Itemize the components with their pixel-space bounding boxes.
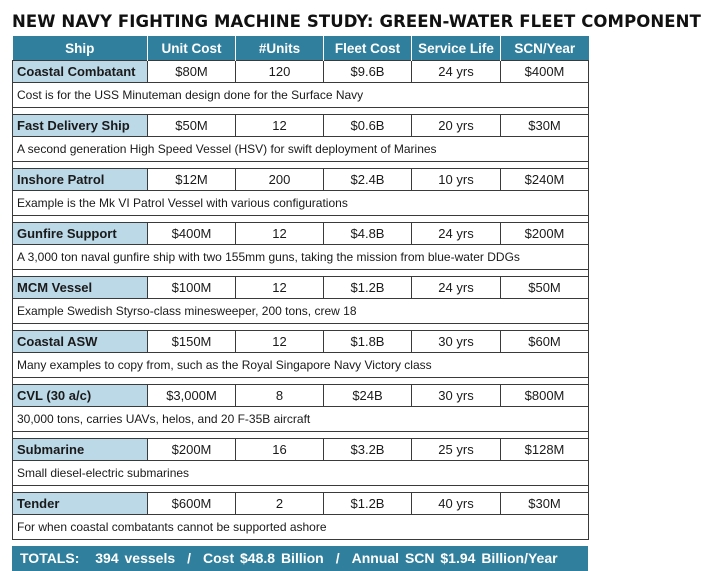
table-row (13, 223, 589, 245)
ship-note: A second generation High Speed Vessel (HSV) for swift deployment of Marines (13, 137, 589, 162)
fleet-cost-cell: $24B (324, 385, 412, 407)
unit-cost-cell: $400M (148, 223, 236, 245)
unit-cost-cell: $80M (148, 61, 236, 83)
fleet-cost-cell: $1.8B (324, 331, 412, 353)
units-cell: 16 (236, 439, 324, 461)
fleet-cost-cell: $0.6B (324, 115, 412, 137)
table-row (13, 385, 589, 407)
row-spacer (13, 486, 589, 493)
ship-name-cell: CVL (30 a/c) (13, 385, 148, 407)
service-life-cell: 20 yrs (412, 115, 501, 137)
row-spacer (13, 270, 589, 277)
column-header-service-life: Service Life (412, 36, 501, 61)
row-spacer-cell (13, 216, 589, 223)
ship-name-cell: Inshore Patrol (13, 169, 148, 191)
column-header-unit-cost: Unit Cost (148, 36, 236, 61)
totals-vessels: 394 vessels (95, 550, 176, 566)
table-header-row (13, 36, 589, 61)
units-cell: 200 (236, 169, 324, 191)
service-life-cell: 40 yrs (412, 493, 501, 515)
row-spacer (13, 432, 589, 439)
units-cell: 12 (236, 223, 324, 245)
table-row (13, 61, 589, 83)
row-spacer-cell (13, 324, 589, 331)
row-spacer (13, 378, 589, 385)
row-spacer (13, 216, 589, 223)
table-note-row (13, 515, 589, 540)
service-life-cell: 10 yrs (412, 169, 501, 191)
fleet-study-figure (12, 8, 701, 571)
units-cell: 12 (236, 331, 324, 353)
fleet-table (12, 36, 589, 540)
page-title: NEW NAVY FIGHTING MACHINE STUDY: GREEN-WATER FLEET COMPONENT (12, 12, 701, 31)
table-row (13, 331, 589, 353)
column-header-fleet-cost: Fleet Cost (324, 36, 412, 61)
ship-name-cell: Submarine (13, 439, 148, 461)
table-row (13, 169, 589, 191)
ship-name-cell: Coastal Combatant (13, 61, 148, 83)
totals-cost: Cost $48.8 Billion (203, 550, 324, 566)
totals-bar (12, 546, 588, 571)
unit-cost-cell: $100M (148, 277, 236, 299)
ship-name-cell: MCM Vessel (13, 277, 148, 299)
scn-year-cell: $50M (501, 277, 589, 299)
ship-note: Cost is for the USS Minuteman design done for the Surface Navy (13, 83, 589, 108)
row-spacer-cell (13, 108, 589, 115)
ship-name-cell: Coastal ASW (13, 331, 148, 353)
scn-year-cell: $400M (501, 61, 589, 83)
units-cell: 120 (236, 61, 324, 83)
ship-note: 30,000 tons, carries UAVs, helos, and 20 F-35B aircraft (13, 407, 589, 432)
ship-note: Example Swedish Styrso-class minesweeper, 200 tons, crew 18 (13, 299, 589, 324)
totals-separator: / (187, 550, 192, 566)
ship-name-cell: Tender (13, 493, 148, 515)
scn-year-cell: $128M (501, 439, 589, 461)
service-life-cell: 24 yrs (412, 61, 501, 83)
column-header-ship: Ship (13, 36, 148, 61)
totals-separator: / (335, 550, 340, 566)
units-cell: 12 (236, 115, 324, 137)
unit-cost-cell: $600M (148, 493, 236, 515)
unit-cost-cell: $50M (148, 115, 236, 137)
ship-note: Small diesel-electric submarines (13, 461, 589, 486)
ship-note: Example is the Mk VI Patrol Vessel with various configurations (13, 191, 589, 216)
table-row (13, 439, 589, 461)
row-spacer-cell (13, 486, 589, 493)
ship-name-cell: Fast Delivery Ship (13, 115, 148, 137)
unit-cost-cell: $200M (148, 439, 236, 461)
row-spacer-cell (13, 162, 589, 169)
unit-cost-cell: $3,000M (148, 385, 236, 407)
row-spacer-cell (13, 432, 589, 439)
service-life-cell: 30 yrs (412, 385, 501, 407)
table-note-row (13, 83, 589, 108)
ship-name-cell: Gunfire Support (13, 223, 148, 245)
row-spacer (13, 324, 589, 331)
row-spacer (13, 162, 589, 169)
fleet-cost-cell: $1.2B (324, 277, 412, 299)
scn-year-cell: $30M (501, 115, 589, 137)
scn-year-cell: $200M (501, 223, 589, 245)
fleet-cost-cell: $2.4B (324, 169, 412, 191)
table-row (13, 493, 589, 515)
ship-note: For when coastal combatants cannot be supported ashore (13, 515, 589, 540)
table-note-row (13, 407, 589, 432)
ship-note: A 3,000 ton naval gunfire ship with two 155mm guns, taking the mission from blue-water DDGs (13, 245, 589, 270)
unit-cost-cell: $12M (148, 169, 236, 191)
fleet-cost-cell: $1.2B (324, 493, 412, 515)
table-note-row (13, 245, 589, 270)
fleet-cost-cell: $9.6B (324, 61, 412, 83)
service-life-cell: 25 yrs (412, 439, 501, 461)
totals-label: TOTALS: (20, 550, 80, 566)
row-spacer-cell (13, 270, 589, 277)
table-note-row (13, 191, 589, 216)
scn-year-cell: $30M (501, 493, 589, 515)
scn-year-cell: $800M (501, 385, 589, 407)
service-life-cell: 30 yrs (412, 331, 501, 353)
service-life-cell: 24 yrs (412, 277, 501, 299)
units-cell: 2 (236, 493, 324, 515)
unit-cost-cell: $150M (148, 331, 236, 353)
row-spacer-cell (13, 378, 589, 385)
units-cell: 8 (236, 385, 324, 407)
service-life-cell: 24 yrs (412, 223, 501, 245)
column-header-scn-year: SCN/Year (501, 36, 589, 61)
units-cell: 12 (236, 277, 324, 299)
ship-note: Many examples to copy from, such as the Royal Singapore Navy Victory class (13, 353, 589, 378)
totals-annual-scn: Annual SCN $1.94 Billion/Year (351, 550, 558, 566)
table-row (13, 115, 589, 137)
fleet-cost-cell: $4.8B (324, 223, 412, 245)
table-note-row (13, 137, 589, 162)
table-note-row (13, 353, 589, 378)
table-note-row (13, 299, 589, 324)
scn-year-cell: $60M (501, 331, 589, 353)
table-row (13, 277, 589, 299)
column-header-units: #Units (236, 36, 324, 61)
fleet-cost-cell: $3.2B (324, 439, 412, 461)
row-spacer (13, 108, 589, 115)
scn-year-cell: $240M (501, 169, 589, 191)
table-note-row (13, 461, 589, 486)
